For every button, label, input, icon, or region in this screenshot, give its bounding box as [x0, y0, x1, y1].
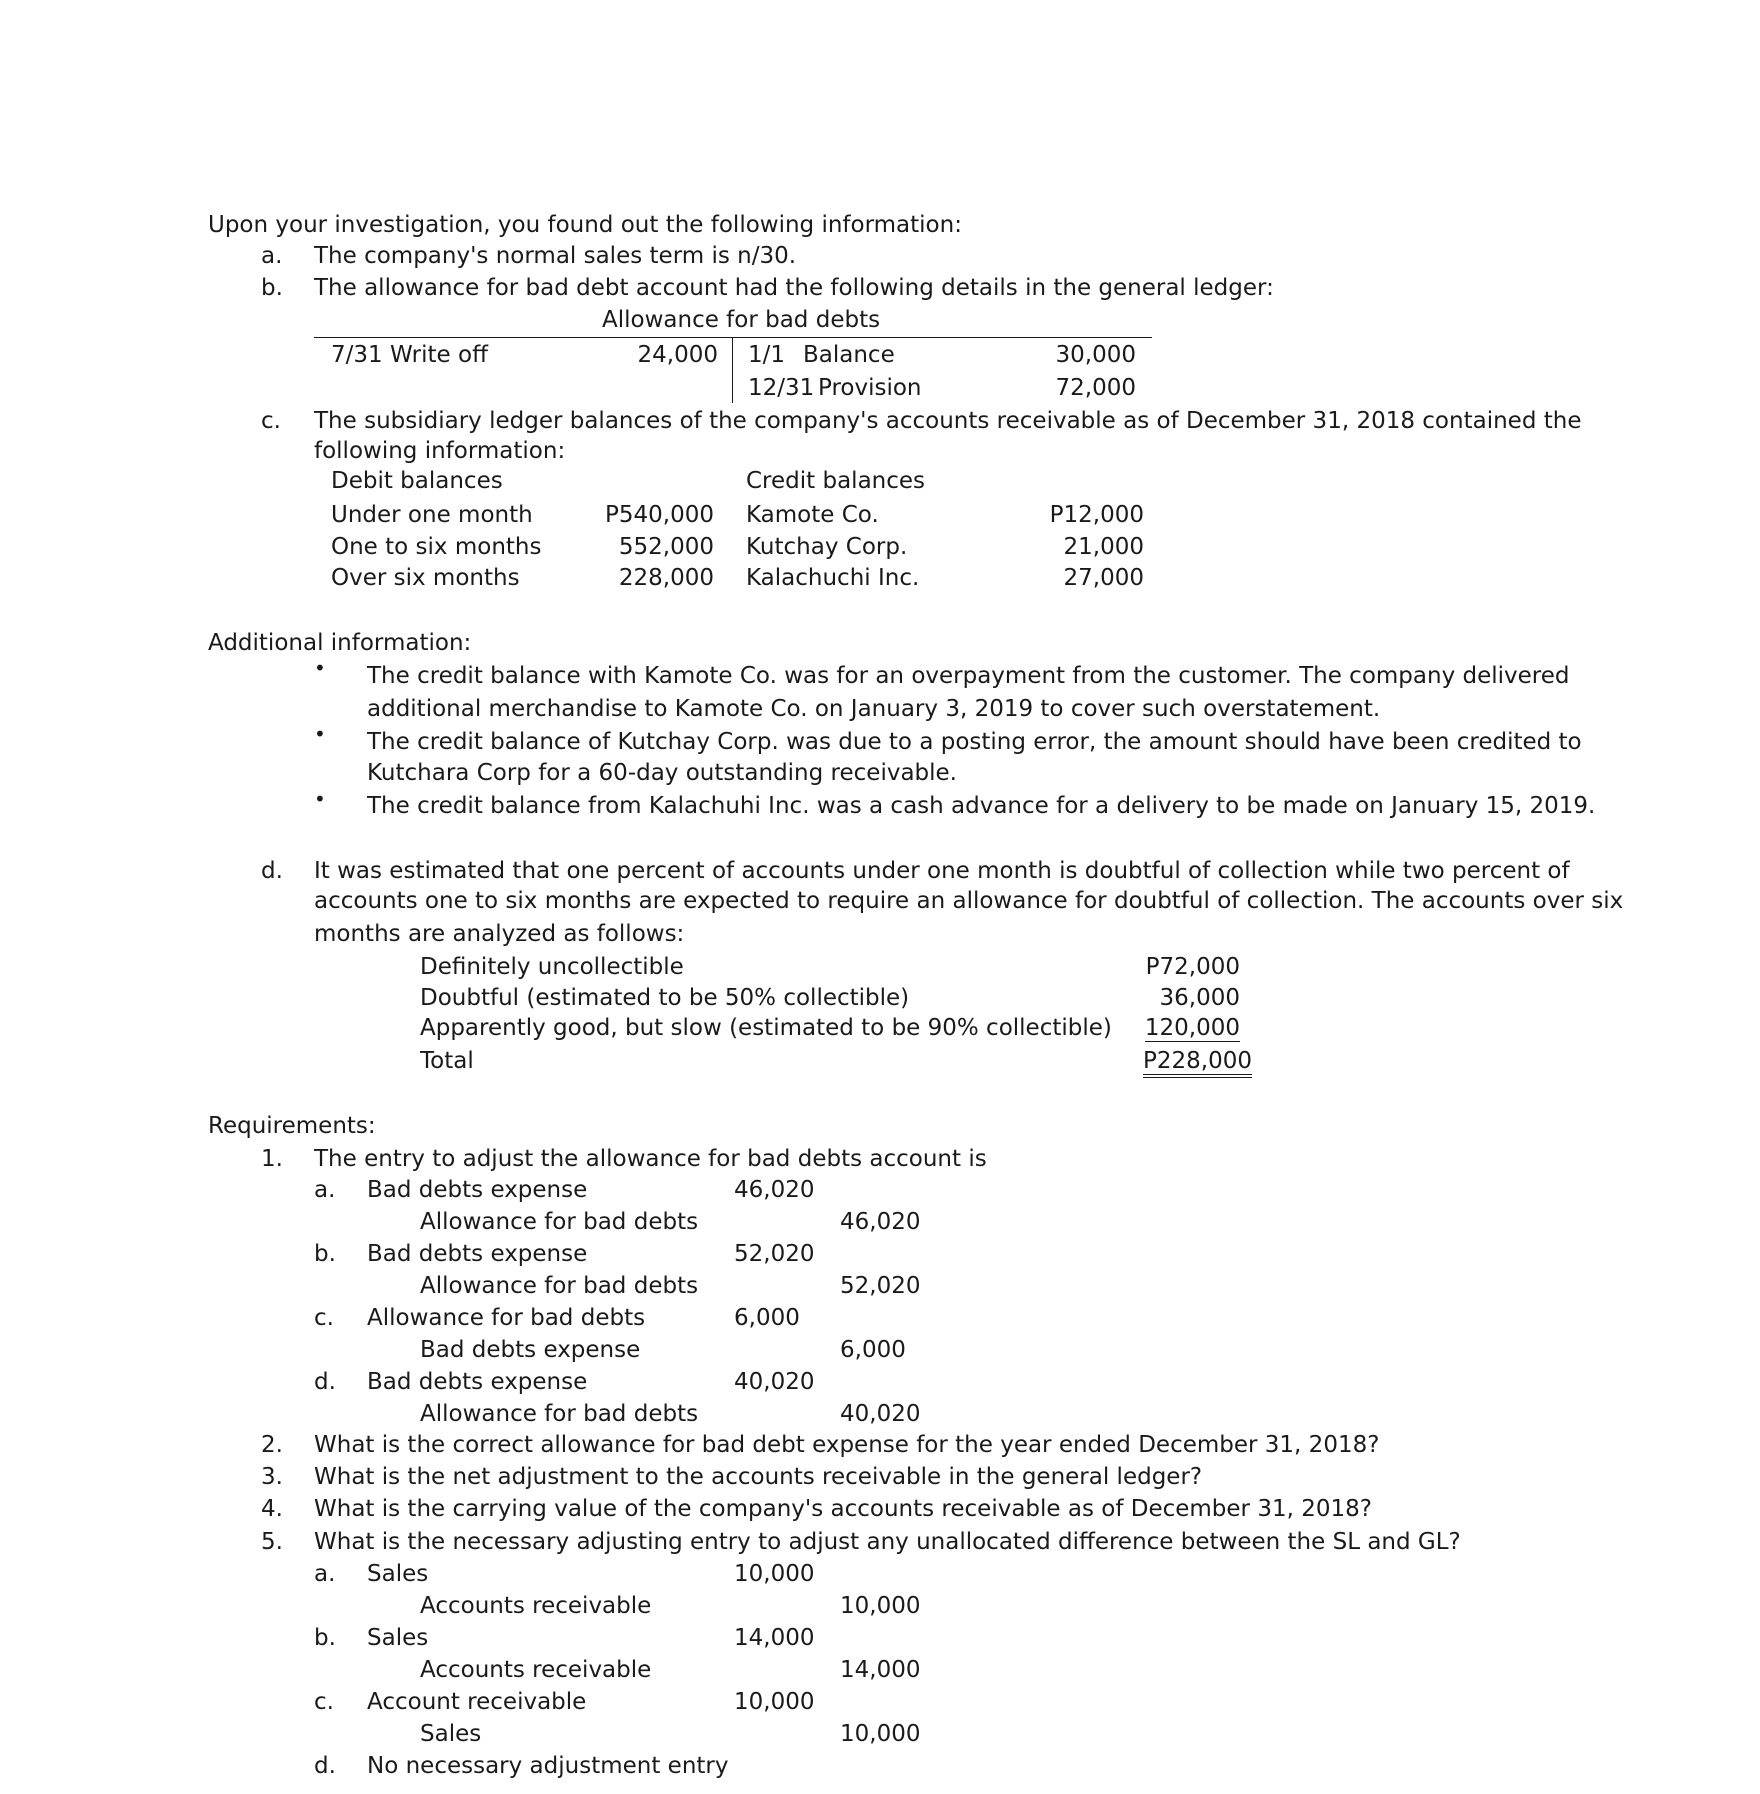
ledger-credit-label: Kamote Co.	[746, 502, 879, 528]
q1-option-credit: Allowance for bad debts	[420, 1273, 699, 1299]
requirements-heading: Requirements:	[208, 1113, 376, 1139]
ledger-debit-label: Under one month	[331, 502, 533, 528]
t-account-debit-label: 7/31 Write off	[331, 342, 488, 368]
q1-option-letter: d.	[314, 1369, 336, 1395]
q4-number: 4.	[261, 1496, 283, 1522]
item-b-letter: b.	[261, 275, 283, 301]
aging-row-amount	[1140, 1012, 1240, 1044]
q5-option-credit-amount: 10,000	[840, 1593, 921, 1619]
t-account-credit-date-2: 12/31	[748, 375, 815, 401]
item-c-line2: following information:	[314, 438, 566, 464]
bullet-icon: •	[314, 722, 326, 746]
aging-subtotal-underline: 120,000	[1144, 1015, 1240, 1041]
item-c-line1: The subsidiary ledger balances of the company's accounts receivable as of December 31, 2018 contained the	[314, 408, 1582, 434]
aging-total-amount	[1140, 1045, 1252, 1077]
additional-info-heading: Additional information:	[208, 630, 472, 656]
q1-number: 1.	[261, 1146, 283, 1172]
aging-row-amount: P72,000	[1145, 954, 1240, 980]
ledger-credit-amount: P12,000	[1049, 502, 1144, 528]
q5-option-debit-amount: 10,000	[734, 1689, 815, 1715]
q1-option-debit-amount: 52,020	[734, 1241, 815, 1267]
q1-option-letter: a.	[314, 1177, 336, 1203]
q5-option-debit: Account receivable	[367, 1689, 587, 1715]
credit-balances-header: Credit balances	[746, 468, 926, 494]
t-account-credit-label-1: Balance	[803, 342, 895, 368]
t-account-title: Allowance for bad debts	[602, 307, 881, 333]
q5-option-credit: Accounts receivable	[420, 1593, 652, 1619]
ledger-debit-label: One to six months	[331, 534, 542, 560]
q2-number: 2.	[261, 1432, 283, 1458]
q4-text: What is the carrying value of the company's accounts receivable as of December 31, 2018?	[314, 1496, 1372, 1522]
q5-option-letter: a.	[314, 1561, 336, 1587]
ledger-credit-label: Kutchay Corp.	[746, 534, 908, 560]
q3-text: What is the net adjustment to the accounts receivable in the general ledger?	[314, 1464, 1203, 1490]
q5-option-debit: Sales	[367, 1625, 429, 1651]
item-a-letter: a.	[261, 243, 283, 269]
aging-row-label: Definitely uncollectible	[420, 954, 684, 980]
q3-number: 3.	[261, 1464, 283, 1490]
q1-option-credit: Bad debts expense	[420, 1337, 641, 1363]
bullet-2-line1: The credit balance of Kutchay Corp. was due to a posting error, the amount should have been credited to	[367, 729, 1582, 755]
q1-text: The entry to adjust the allowance for bad debts account is	[314, 1146, 987, 1172]
intro-text: Upon your investigation, you found out the following information:	[208, 212, 962, 238]
t-account-top-line	[314, 337, 1152, 338]
q1-option-credit: Allowance for bad debts	[420, 1209, 699, 1235]
aging-row-amount: 36,000	[1159, 985, 1240, 1011]
ledger-debit-amount: P540,000	[605, 502, 714, 528]
q5-option-credit: Accounts receivable	[420, 1657, 652, 1683]
q5-option-debit: Sales	[367, 1561, 429, 1587]
q5-option-credit: Sales	[420, 1721, 482, 1747]
t-account-credit-amount-2: 72,000	[1055, 375, 1136, 401]
aging-total-label: Total	[420, 1048, 474, 1074]
q1-option-debit: Allowance for bad debts	[367, 1305, 646, 1331]
q1-option-debit-amount: 6,000	[734, 1305, 800, 1331]
ledger-credit-label: Kalachuchi Inc.	[746, 565, 920, 591]
q1-option-debit: Bad debts expense	[367, 1241, 588, 1267]
t-account-credit-label-2: Provision	[818, 375, 922, 401]
item-d-letter: d.	[261, 858, 283, 884]
bullet-icon: •	[314, 787, 326, 811]
q5-option-letter: c.	[314, 1689, 334, 1715]
q1-option-credit-amount: 52,020	[840, 1273, 921, 1299]
q5-number: 5.	[261, 1529, 283, 1555]
item-d-line3: months are analyzed as follows:	[314, 921, 685, 947]
t-account-credit-date-1: 1/1	[748, 342, 786, 368]
bullet-3-line1: The credit balance from Kalachuhi Inc. was a cash advance for a delivery to be made on January 15, 2019.	[367, 793, 1596, 819]
ledger-credit-amount: 27,000	[1063, 565, 1144, 591]
ledger-debit-amount: 228,000	[618, 565, 714, 591]
q5-option-debit-amount: 14,000	[734, 1625, 815, 1651]
q5-text: What is the necessary adjusting entry to adjust any unallocated difference between the SL and GL?	[314, 1529, 1461, 1555]
q1-option-credit-amount: 40,020	[840, 1401, 921, 1427]
item-d-line1: It was estimated that one percent of accounts under one month is doubtful of collection while two percent of	[314, 858, 1570, 884]
q5-option-debit-amount: 10,000	[734, 1561, 815, 1587]
q1-option-letter: b.	[314, 1241, 336, 1267]
q5-option-credit-amount: 14,000	[840, 1657, 921, 1683]
bullet-1-line2: additional merchandise to Kamote Co. on January 3, 2019 to cover such overstatement.	[367, 696, 1381, 722]
t-account-credit-amount-1: 30,000	[1055, 342, 1136, 368]
q1-option-debit-amount: 46,020	[734, 1177, 815, 1203]
item-a-text: The company's normal sales term is n/30.	[314, 243, 797, 269]
t-account-divider	[732, 337, 733, 403]
q5-option-letter: b.	[314, 1625, 336, 1651]
bullet-2-line2: Kutchara Corp for a 60-day outstanding receivable.	[367, 760, 957, 786]
q1-option-credit-amount: 46,020	[840, 1209, 921, 1235]
item-b-text: The allowance for bad debt account had the following details in the general ledger:	[314, 275, 1274, 301]
q1-option-credit-amount: 6,000	[840, 1337, 906, 1363]
bullet-icon: •	[314, 656, 326, 680]
q5-option-text: No necessary adjustment entry	[367, 1753, 729, 1779]
debit-balances-header: Debit balances	[331, 468, 503, 494]
q1-option-debit: Bad debts expense	[367, 1369, 588, 1395]
ledger-debit-amount: 552,000	[618, 534, 714, 560]
q2-text: What is the correct allowance for bad debt expense for the year ended December 31, 2018?	[314, 1432, 1380, 1458]
q5-option-letter: d.	[314, 1753, 336, 1779]
bullet-1-line1: The credit balance with Kamote Co. was for an overpayment from the customer. The company delivered	[367, 663, 1570, 689]
ledger-credit-amount: 21,000	[1063, 534, 1144, 560]
aging-total-double-underline: P228,000	[1143, 1048, 1252, 1078]
q1-option-debit: Bad debts expense	[367, 1177, 588, 1203]
q1-option-debit-amount: 40,020	[734, 1369, 815, 1395]
item-c-letter: c.	[261, 408, 281, 434]
q1-option-letter: c.	[314, 1305, 334, 1331]
t-account-debit-amount: 24,000	[637, 342, 718, 368]
item-d-line2: accounts one to six months are expected to require an allowance for doubtful of collection. The accounts over six	[314, 888, 1624, 914]
aging-row-label: Doubtful (estimated to be 50% collectible)	[420, 985, 910, 1011]
q1-option-credit: Allowance for bad debts	[420, 1401, 699, 1427]
aging-row-label: Apparently good, but slow (estimated to be 90% collectible)	[420, 1015, 1112, 1041]
ledger-debit-label: Over six months	[331, 565, 520, 591]
q5-option-credit-amount: 10,000	[840, 1721, 921, 1747]
